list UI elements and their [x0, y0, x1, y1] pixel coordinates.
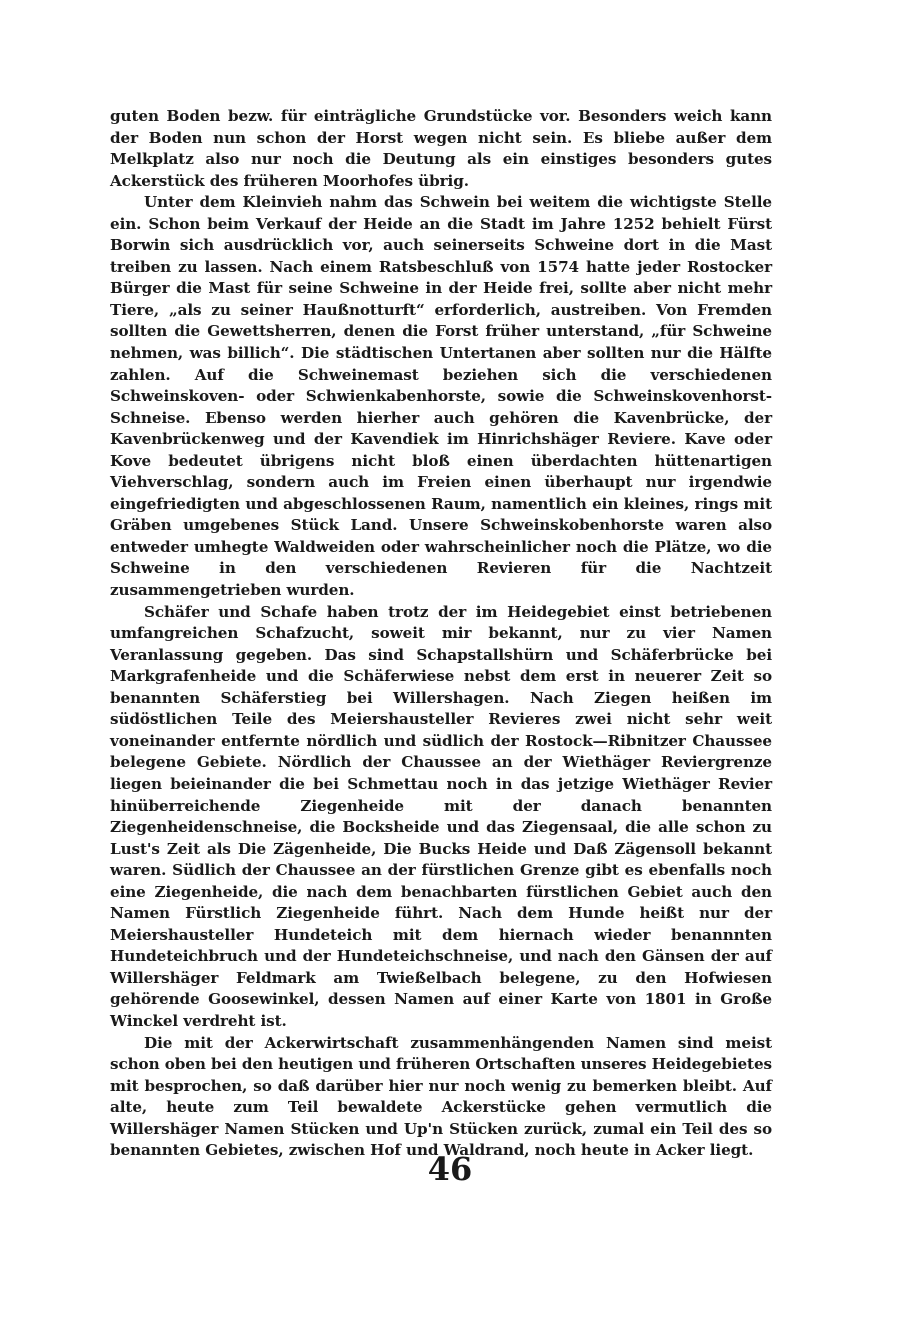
paragraph-4: Die mit der Ackerwirtschaft zusammenhängenden Namen sind meist schon oben bei den heutigen und früheren Ortschaften unseres Heidegebietes mit besprochen, so daß darüber hier nur noch wenig zu bemerken bleibt. Auf alte, heute zum Teil bewaldete Ackerstücke gehen vermutlich die Willershäger Namen Stücken und Up'n Stücken zurück, zumal ein Teil des so benannten Gebietes, zwischen Hof und Waldrand, noch heute in Acker liegt. [110, 1033, 772, 1160]
page-number: 46 [427, 1150, 473, 1188]
paragraph-2: Unter dem Kleinvieh nahm das Schwein bei weitem die wichtigste Stelle ein. Schon beim Verkauf der Heide an die Stadt im Jahre 1252 behielt Fürst Borwin sich ausdrücklich vor, auch seinerseits Schweine dort in die Mast treiben zu lassen. Nach einem Ratsbeschluß von 1574 hatte jeder Rostocker Bürger die Mast für seine Schweine in der Heide frei, sollte aber nicht mehr Tiere, „als zu seiner Haußnotturft“ erforderlich, austreiben. Von Fremden sollten die Gewettsherren, denen die Forst früher unterstand, „für Schweine nehmen, was billich“. Die städtischen Untertanen aber sollten nur die Hälfte zahlen. Auf die Schweinemast beziehen sich die verschiedenen Schweinskoven- oder Schwienkabenhorste, sowie die Schweinskovenhorst-Schneise. Ebenso werden hierher auch gehören die Kavenbrücke, der Kavenbrückenweg und der Kavendiek im Hinrichshäger Reviere. Kave oder Kove bedeutet übrigens nicht bloß einen überdachten hüttenartigen Viehverschlag, sondern auch im Freien einen überhaupt nur irgendwie eingefriedigten und abgeschlossenen Raum, namentlich ein kleines, rings mit Gräben umgebenes Stück Land. Unsere Schweinskobenhorste waren also entweder umhegte Waldweiden oder wahrscheinlicher noch die Plätze, wo die Schweine in den verschiedenen Revieren für die Nachtzeit zusammengetrieben wurden. [110, 193, 772, 600]
paragraph-3: Schäfer und Schafe haben trotz der im Heidegebiet einst betriebenen umfangreichen Schafzucht, soweit mir bekannt, nur zu vier Namen Veranlassung gegeben. Das sind Schapstallshürn und Schäferbrücke bei Markgrafenheide und die Schäferwiese nebst dem erst in neuerer Zeit so benannten Schäferstieg bei Willershagen. Nach Ziegen heißen im südöstlichen Teile des Meiershausteller Revieres zwei nicht sehr weit voneinander entfernte nördlich und südlich der Rostock—Ribnitzer Chaussee belegene Gebiete. Nördlich der Chaussee an der Wiethäger Reviergrenze liegen beieinander die bei Schmettau noch in das jetzige Wiethäger Revier hinüberreichende Ziegenheide mit der danach benannten Ziegenheidenschneise, die Bocksheide und das Ziegensaal, die alle schon zu Lust's Zeit als Die Zägenheide, Die Bucks Heide und Daß Zägensoll bekannt waren. Südlich der Chaussee an der fürstlichen Grenze gibt es ebenfalls noch eine Ziegenheide, die nach dem benachbarten fürstlichen Gebiet auch den Namen Fürstlich Ziegenheide führt. Nach dem Hunde heißt nur der Meiershausteller Hundeteich mit dem hiernach wieder benannnten Hundeteichbruch und der Hundeteichschneise, und nach den Gänsen der auf Willershäger Feldmark am Twießelbach belegene, zu den Hofwiesen gehörende Goosewinkel, dessen Namen auf einer Karte von 1801 in Große Winckel verdreht ist. [110, 602, 772, 1030]
body-text [110, 106, 772, 1162]
paragraph-1: guten Boden bezw. für einträgliche Grundstücke vor. Besonders weich kann der Boden nun schon der Horst wegen nicht sein. Es bliebe außer dem Melkplatz also nur noch die Deutung als ein einstiges besonders gutes Ackerstück des früheren Moorhofes übrig. [110, 107, 772, 190]
